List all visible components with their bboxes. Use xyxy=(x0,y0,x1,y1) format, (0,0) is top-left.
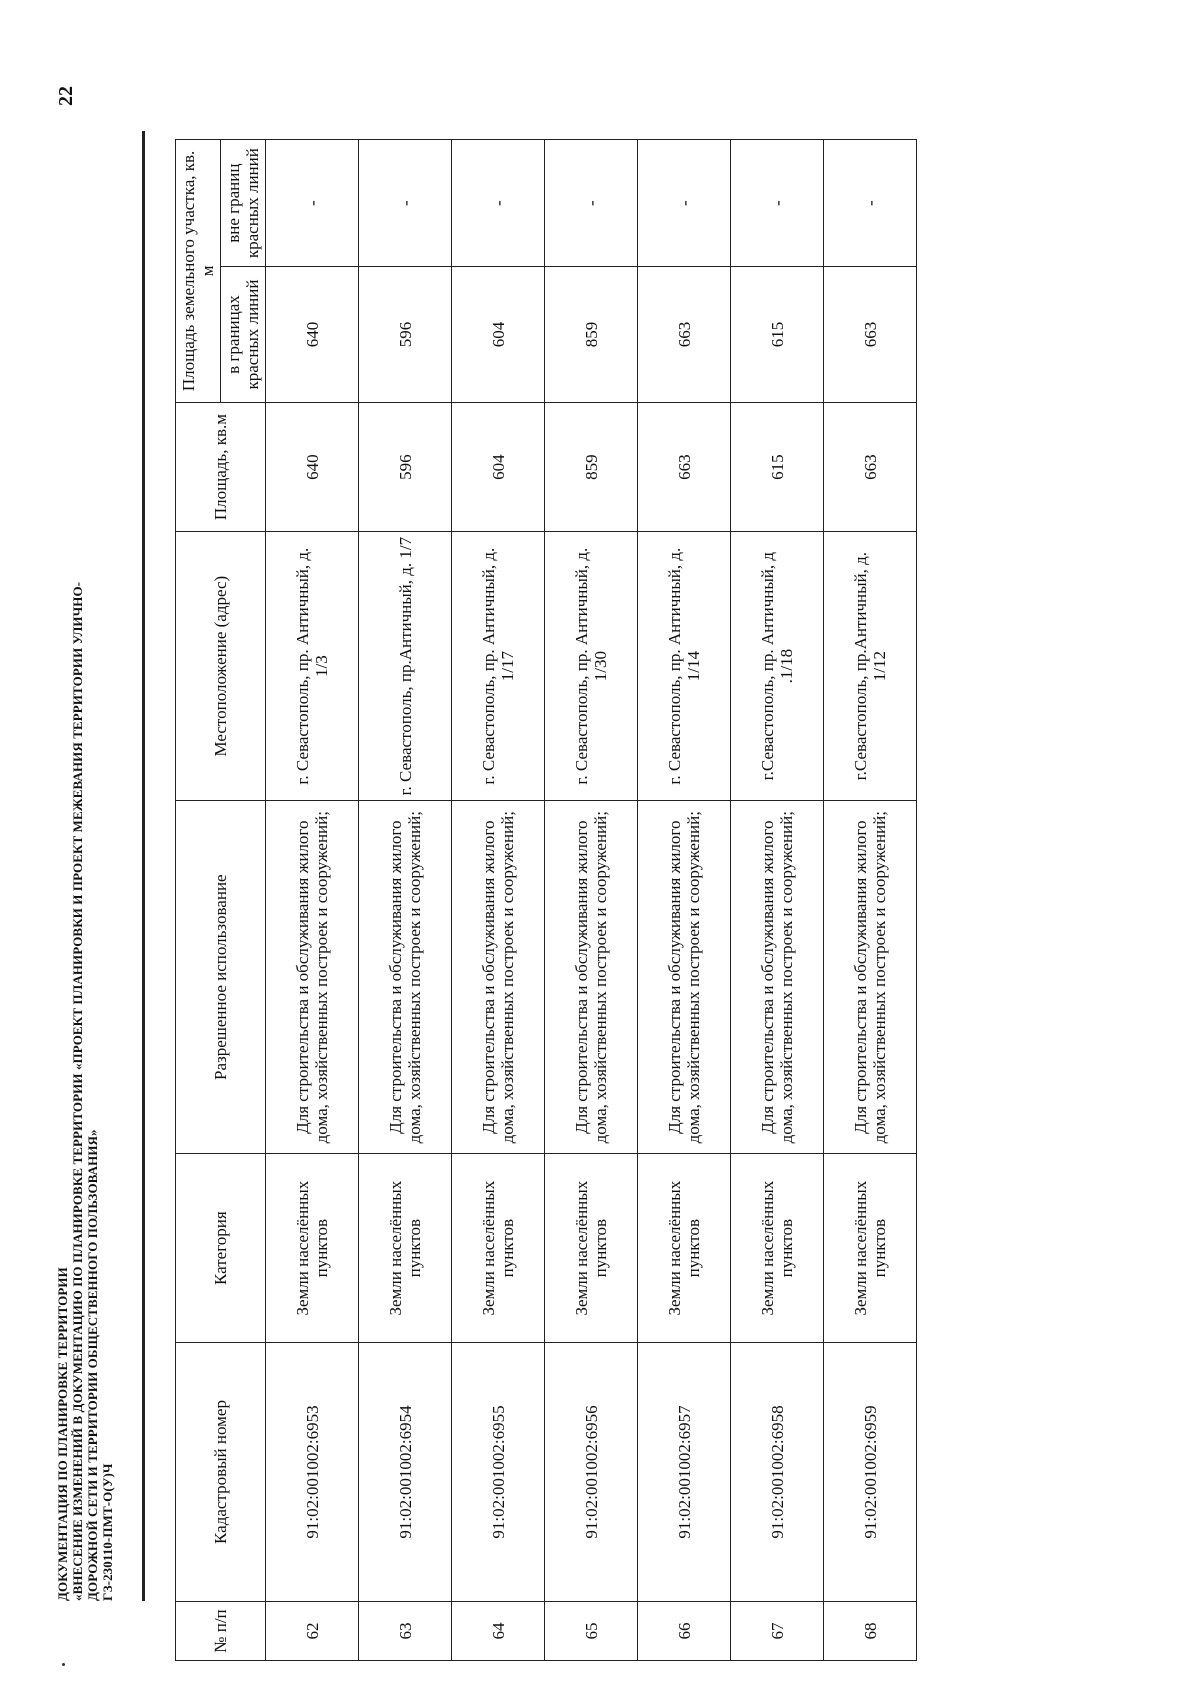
header-category: Категория xyxy=(176,1154,266,1343)
cell-inside: 859 xyxy=(545,267,638,402)
header-line-2: «ВНЕСЕНИЕ ИЗМЕНЕНИЙ В ДОКУМЕНТАЦИЮ ПО ПЛАНИРОВКЕ ТЕРРИТОРИИ «ПРОЕКТ ПЛАНИРОВКИ И ПРОЕКТ МЕЖЕВАНИЯ ТЕРРИТОРИИ УЛИЧНО- xyxy=(70,581,85,1601)
cell-use: Для строительства и обслуживания жилого дома, хозяйственных построек и сооружений; xyxy=(266,800,359,1153)
cell-location: г. Севастополь, пр. Античный, д. 1/30 xyxy=(545,532,638,801)
page-mark xyxy=(62,1663,65,1666)
cell-category: Земли населённых пунктов xyxy=(731,1154,824,1343)
cell-num: 62 xyxy=(266,1602,359,1661)
table-row xyxy=(266,140,359,1661)
header-area: Площадь, кв.м xyxy=(176,402,266,532)
table-row xyxy=(359,140,452,1661)
cell-area: 615 xyxy=(731,402,824,532)
cell-outside: - xyxy=(731,140,824,267)
header-line-4: ГЗ-230110-ПМТ-О(У)Ч xyxy=(100,1463,115,1601)
cell-outside: - xyxy=(359,140,452,267)
cell-num: 68 xyxy=(824,1602,917,1661)
table-row xyxy=(731,140,824,1661)
cell-inside: 663 xyxy=(824,267,917,402)
cell-inside: 596 xyxy=(359,267,452,402)
cell-category: Земли населённых пунктов xyxy=(545,1154,638,1343)
cell-outside: - xyxy=(452,140,545,267)
cell-category: Земли населённых пунктов xyxy=(266,1154,359,1343)
cell-num: 65 xyxy=(545,1602,638,1661)
header-num: № п/п xyxy=(176,1602,266,1661)
cell-outside: - xyxy=(638,140,731,267)
cell-use: Для строительства и обслуживания жилого дома, хозяйственных построек и сооружений; xyxy=(731,800,824,1153)
cell-inside: 663 xyxy=(638,267,731,402)
cell-cadastral: 91:02:001002:6956 xyxy=(545,1342,638,1601)
cell-cadastral: 91:02:001002:6955 xyxy=(452,1342,545,1601)
cell-category: Земли населённых пунктов xyxy=(638,1154,731,1343)
cell-area: 663 xyxy=(638,402,731,532)
cell-inside: 604 xyxy=(452,267,545,402)
cell-use: Для строительства и обслуживания жилого дома, хозяйственных построек и сооружений; xyxy=(545,800,638,1153)
header-use: Разрешенное использование xyxy=(176,800,266,1153)
cell-location: г. Севастополь, пр. Античный, д. 1/14 xyxy=(638,532,731,801)
cell-inside: 640 xyxy=(266,267,359,402)
cell-area: 640 xyxy=(266,402,359,532)
header-outside: вне границ красных линий xyxy=(221,140,266,267)
header-plot-area-group: Площадь земельного участка, кв. м xyxy=(176,140,221,403)
cell-outside: - xyxy=(545,140,638,267)
document-header xyxy=(55,201,115,1601)
table-row xyxy=(452,140,545,1661)
cell-location: г.Севастополь, пр.Античный, д. 1/12 xyxy=(824,532,917,801)
cell-location: г.Севастополь, пр. Античный, д .1/18 xyxy=(731,532,824,801)
table-row xyxy=(638,140,731,1661)
cell-inside: 615 xyxy=(731,267,824,402)
cell-outside: - xyxy=(824,140,917,267)
page-number: 22 xyxy=(55,86,77,106)
cell-cadastral: 91:02:001002:6958 xyxy=(731,1342,824,1601)
cell-category: Земли населённых пунктов xyxy=(359,1154,452,1343)
cell-category: Земли населённых пунктов xyxy=(452,1154,545,1343)
cell-num: 67 xyxy=(731,1602,824,1661)
cell-area: 604 xyxy=(452,402,545,532)
header-location: Местоположение (адрес) xyxy=(176,532,266,801)
cell-outside: - xyxy=(266,140,359,267)
cell-cadastral: 91:02:001002:6953 xyxy=(266,1342,359,1601)
cell-use: Для строительства и обслуживания жилого дома, хозяйственных построек и сооружений; xyxy=(359,800,452,1153)
cell-num: 64 xyxy=(452,1602,545,1661)
cell-num: 66 xyxy=(638,1602,731,1661)
header-line-3: ДОРОЖНОЙ СЕТИ И ТЕРРИТОРИИ ОБЩЕСТВЕННОГО ПОЛЬЗОВАНИЯ» xyxy=(85,1129,100,1601)
cell-cadastral: 91:02:001002:6954 xyxy=(359,1342,452,1601)
cell-cadastral: 91:02:001002:6959 xyxy=(824,1342,917,1601)
cell-location: г. Севастополь, пр. Античный, д. 1/17 xyxy=(452,532,545,801)
land-plots-table xyxy=(175,139,917,1661)
cell-use: Для строительства и обслуживания жилого дома, хозяйственных построек и сооружений; xyxy=(824,800,917,1153)
cell-area: 859 xyxy=(545,402,638,532)
table-row xyxy=(545,140,638,1661)
cell-area: 663 xyxy=(824,402,917,532)
cell-cadastral: 91:02:001002:6957 xyxy=(638,1342,731,1601)
cell-area: 596 xyxy=(359,402,452,532)
header-rule xyxy=(142,131,145,1601)
header-cadastral: Кадастровый номер xyxy=(176,1342,266,1601)
table-row xyxy=(824,140,917,1661)
header-inside: в границах красных линий xyxy=(221,267,266,402)
cell-category: Земли населённых пунктов xyxy=(824,1154,917,1343)
cell-num: 63 xyxy=(359,1602,452,1661)
cell-use: Для строительства и обслуживания жилого дома, хозяйственных построек и сооружений; xyxy=(452,800,545,1153)
header-line-1: ДОКУМЕНТАЦИЯ ПО ПЛАНИРОВКЕ ТЕРРИТОРИИ xyxy=(55,1267,70,1601)
cell-use: Для строительства и обслуживания жилого дома, хозяйственных построек и сооружений; xyxy=(638,800,731,1153)
cell-location: г. Севастополь, пр. Античный, д. 1/3 xyxy=(266,532,359,801)
cell-location: г. Севастополь, пр.Античный, д. 1/7 xyxy=(359,532,452,801)
